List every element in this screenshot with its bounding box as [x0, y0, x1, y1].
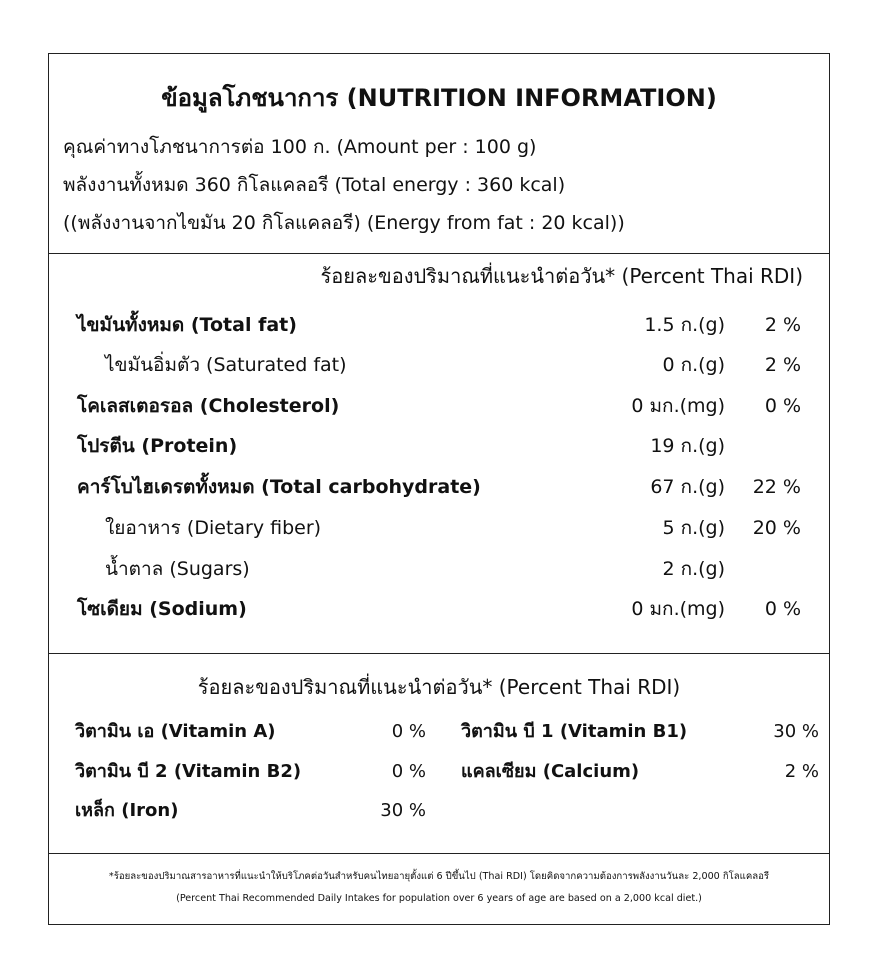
section-divider-3 — [49, 853, 829, 854]
nutrient-amount: 0 มก.(mg) — [631, 598, 725, 620]
footnote-thai: *ร้อยละของปริมาณสารอาหารที่แนะนำให้บริโภคต่อวันสำหรับคนไทยอายุตั้งแต่ 6 ปีขึ้นไป (Thai RDI) โดยคิดจากความต้องการพลังงานวันละ 2,000 กิโลแคลอรี — [108, 871, 770, 882]
total-energy: พลังงานทั้งหมด 360 กิโลแคลอรี (Total energy : 360 kcal) — [63, 174, 566, 196]
nutrient-amount: 0 ก.(g) — [662, 354, 725, 376]
nutrient-amount: 2 ก.(g) — [662, 558, 725, 580]
label-title: ข้อมูลโภชนาการ (NUTRITION INFORMATION) — [161, 84, 717, 112]
nutrient-percent: 22 % — [752, 476, 801, 498]
energy-from-fat: ((พลังงานจากไขมัน 20 กิโลแคลอรี) (Energy from fat : 20 kcal)) — [63, 212, 625, 234]
section-divider-1 — [49, 253, 829, 254]
vitamin-name: วิตามิน บี 2 (Vitamin B2) — [75, 761, 302, 782]
nutrient-name: ไขมันอิ่มตัว (Saturated fat) — [105, 354, 347, 376]
nutrient-amount: 19 ก.(g) — [650, 435, 725, 457]
vitamin-percent: 0 % — [391, 761, 426, 782]
nutrient-amount: 1.5 ก.(g) — [644, 314, 725, 336]
nutrient-percent: 0 % — [764, 395, 801, 417]
nutrient-amount: 5 ก.(g) — [662, 517, 725, 539]
footnote-english: (Percent Thai Recommended Daily Intakes for population over 6 years of age are based on a 2,000 kcal diet.) — [176, 893, 702, 904]
nutrient-name: คาร์โบไฮเดรตทั้งหมด (Total carbohydrate) — [77, 476, 481, 498]
nutrient-name: ใยอาหาร (Dietary fiber) — [105, 517, 322, 539]
nutrient-name: โปรตีน (Protein) — [77, 435, 238, 457]
vitamin-name: วิตามิน เอ (Vitamin A) — [75, 721, 276, 742]
nutrient-percent: 2 % — [764, 314, 801, 336]
nutrient-amount: 0 มก.(mg) — [631, 395, 725, 417]
vitamin-name: แคลเซียม (Calcium) — [461, 761, 640, 782]
rdi-header: ร้อยละของปริมาณที่แนะนำต่อวัน* (Percent Thai RDI) — [320, 264, 803, 288]
vitamin-rdi-header: ร้อยละของปริมาณที่แนะนำต่อวัน* (Percent Thai RDI) — [197, 675, 681, 699]
nutrition-label-panel — [48, 53, 830, 925]
section-divider-2 — [49, 653, 829, 654]
nutrient-name: น้ำตาล (Sugars) — [105, 558, 250, 580]
nutrient-name: โคเลสเตอรอล (Cholesterol) — [77, 395, 340, 417]
amount-per-serving: คุณค่าทางโภชนาการต่อ 100 ก. (Amount per : 100 g) — [63, 136, 537, 158]
vitamin-percent: 0 % — [391, 721, 426, 742]
nutrient-percent: 20 % — [752, 517, 801, 539]
vitamin-percent: 30 % — [380, 800, 426, 821]
vitamin-percent: 2 % — [784, 761, 819, 782]
nutrient-name: โซเดียม (Sodium) — [77, 598, 247, 620]
vitamin-name: วิตามิน บี 1 (Vitamin B1) — [461, 721, 688, 742]
nutrient-name: ไขมันทั้งหมด (Total fat) — [77, 314, 297, 336]
vitamin-name: เหล็ก (Iron) — [75, 800, 179, 821]
nutrient-percent: 2 % — [764, 354, 801, 376]
vitamin-percent: 30 % — [773, 721, 819, 742]
nutrient-amount: 67 ก.(g) — [650, 476, 725, 498]
nutrient-percent: 0 % — [764, 598, 801, 620]
